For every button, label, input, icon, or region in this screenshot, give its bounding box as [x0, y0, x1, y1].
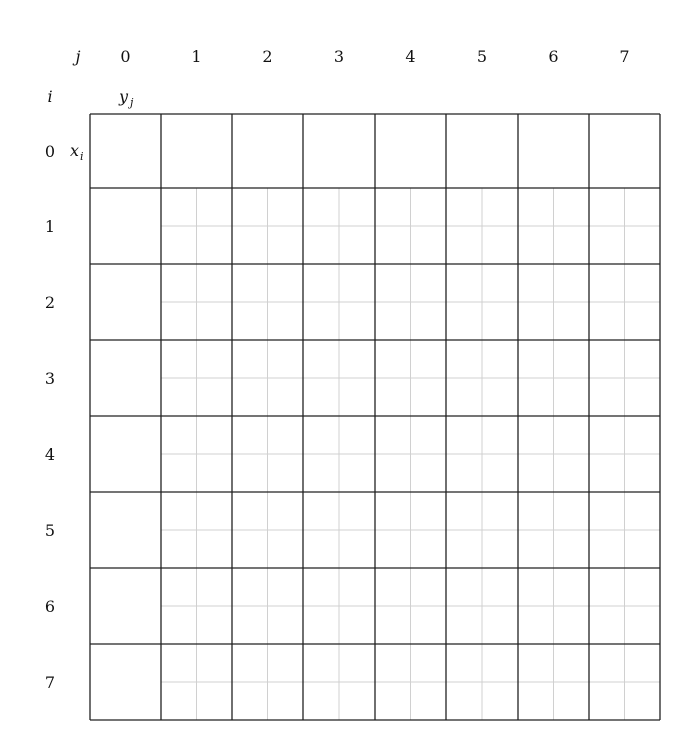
column-index-label: 3 — [333, 47, 345, 66]
x-label — [70, 141, 84, 163]
row-index-label: 0 — [44, 142, 56, 161]
row-index-label: 3 — [44, 369, 56, 388]
row-index-label: 2 — [44, 293, 56, 312]
column-index-label: 0 — [120, 47, 131, 66]
row-index-label: 6 — [44, 597, 56, 616]
row-index-label: 7 — [44, 673, 56, 692]
svg-text:j: j — [130, 96, 134, 109]
y-label — [118, 87, 134, 109]
column-index-label: 7 — [619, 47, 630, 66]
row-index-label: 4 — [44, 445, 56, 464]
column-index-label: 5 — [476, 47, 488, 66]
svg-text:x: x — [70, 141, 80, 160]
row-variable-label: i — [47, 87, 53, 106]
column-index-label: 4 — [405, 47, 416, 66]
column-index-label: 6 — [548, 47, 559, 66]
row-index-label: 1 — [44, 217, 56, 236]
column-index-label: 2 — [262, 47, 273, 66]
row-index-label: 5 — [44, 521, 56, 540]
svg-text:i: i — [80, 150, 84, 163]
column-variable-label: j — [75, 47, 81, 66]
svg-text:y: y — [119, 87, 129, 106]
column-index-label: 1 — [191, 47, 202, 66]
